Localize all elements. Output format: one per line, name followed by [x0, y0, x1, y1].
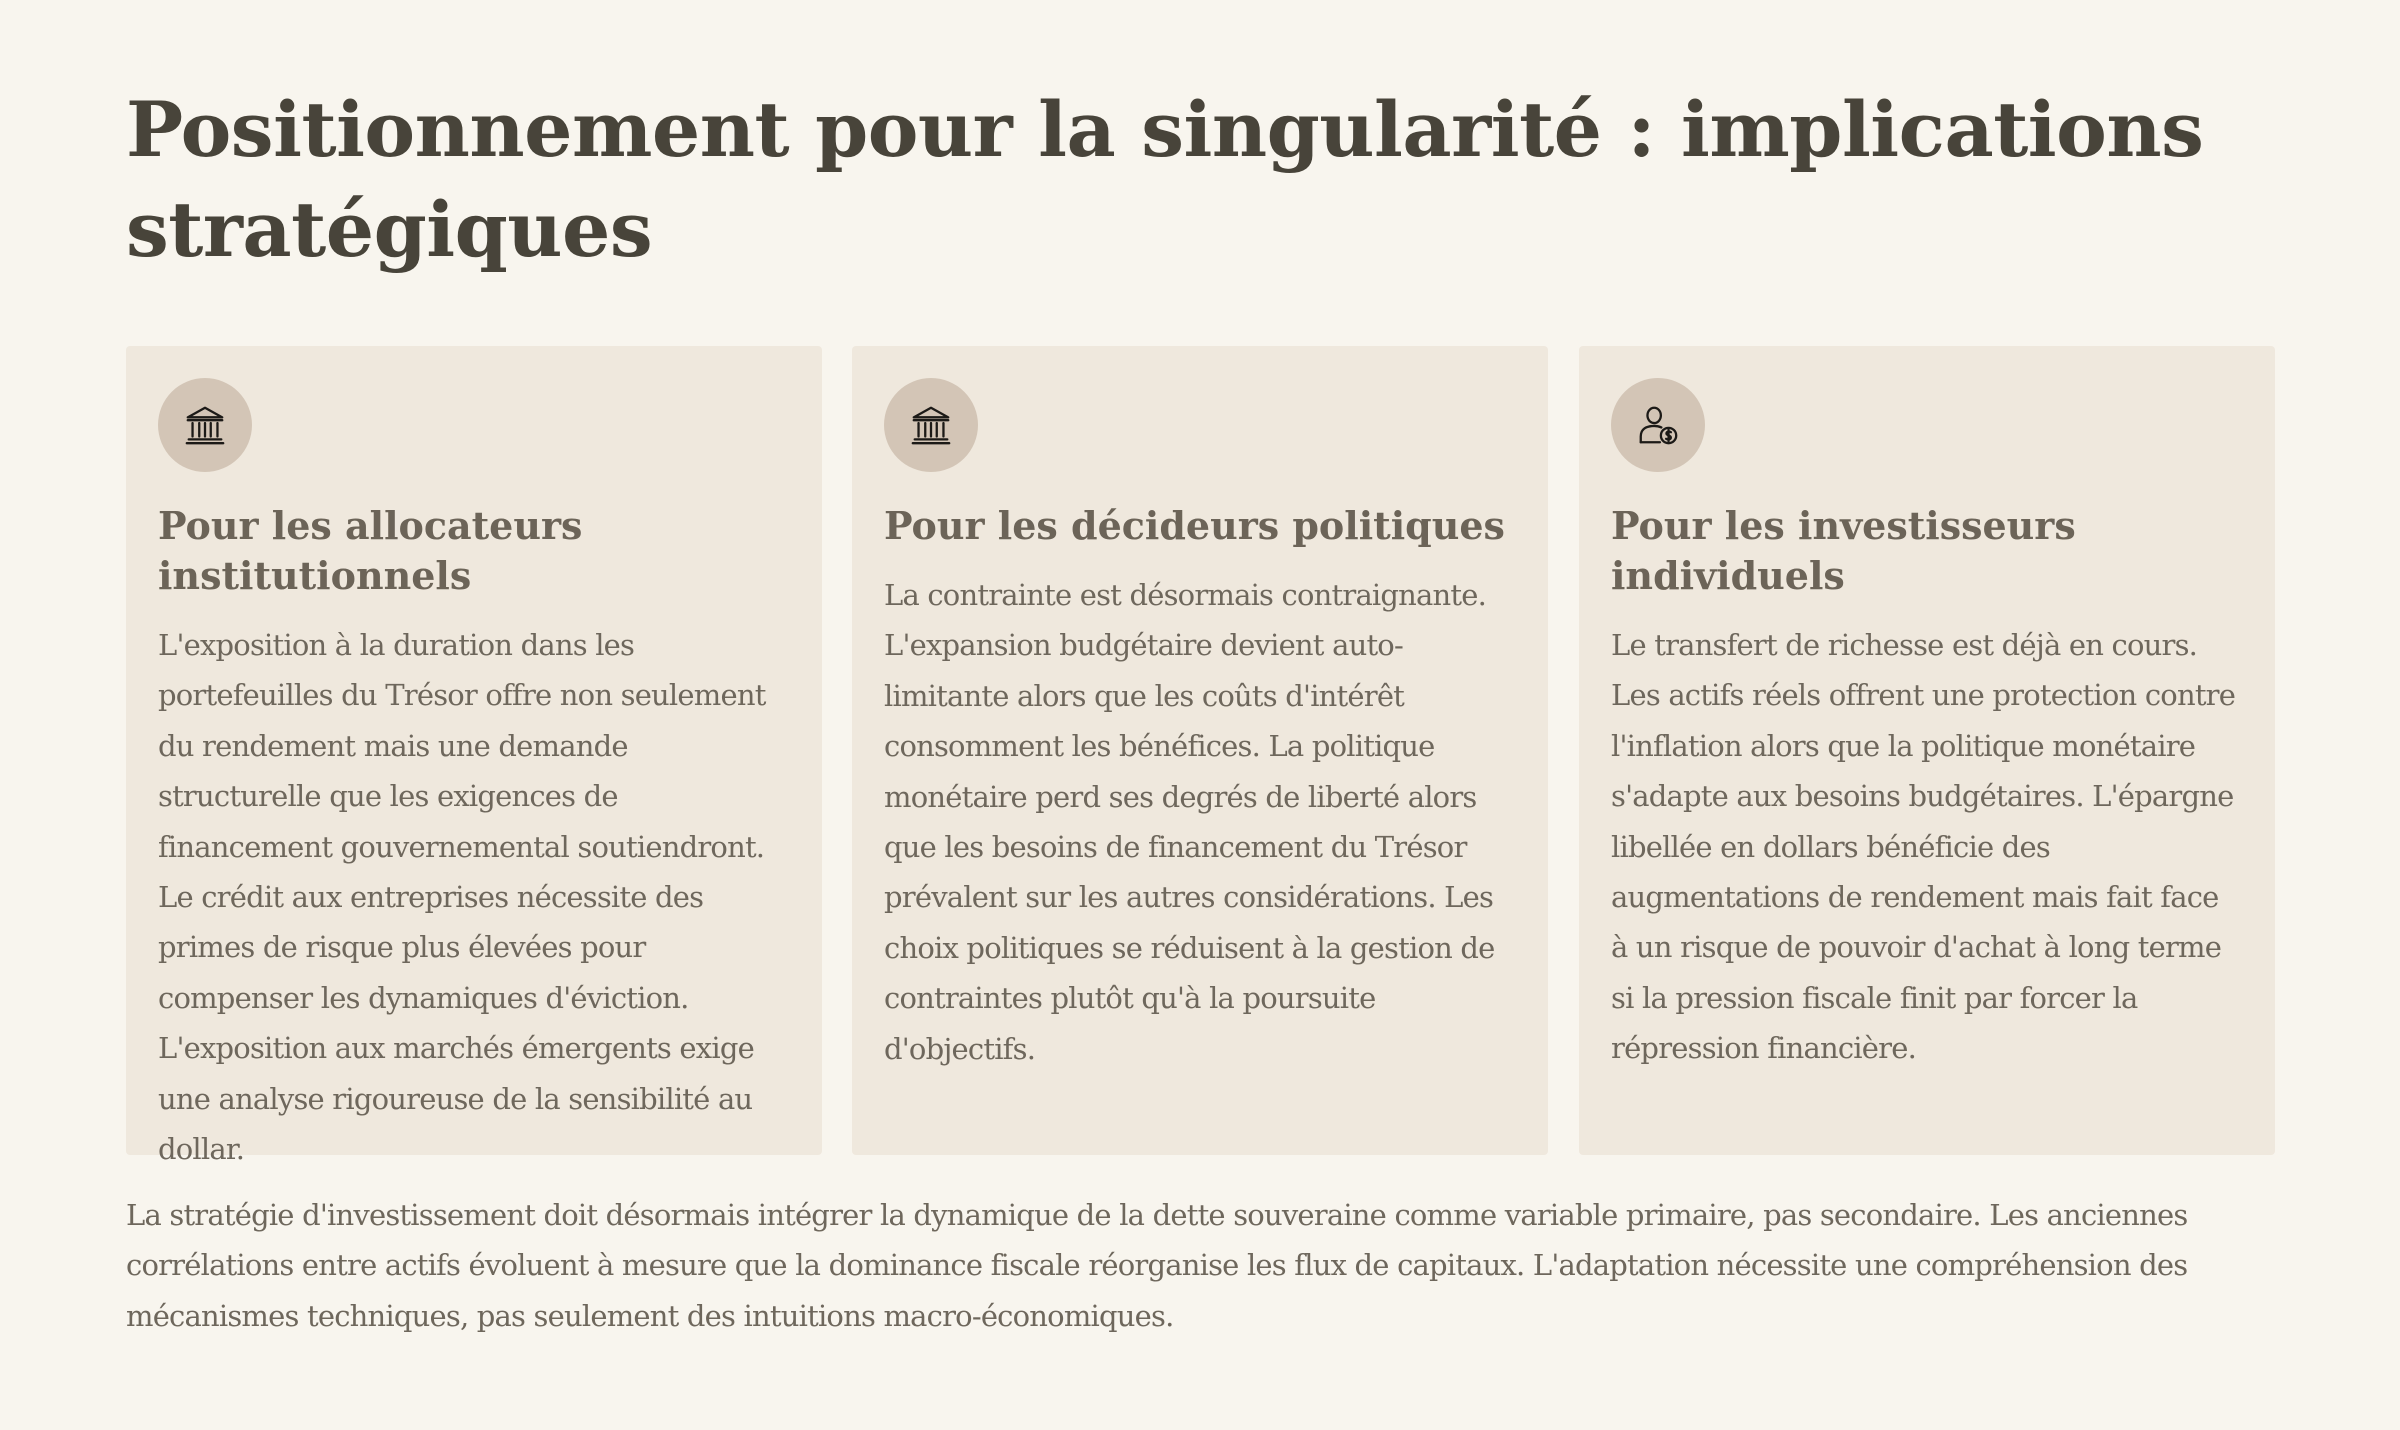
icon-badge [884, 378, 978, 472]
icon-badge [1611, 378, 1705, 472]
card-individual-investors [1579, 346, 2275, 1155]
conclusion-paragraph: La stratégie d'investissement doit désormais intégrer la dynamique de la dette souveraine comme variable primaire, pas secondaire. Les anciennes corrélations entre actifs évoluent à mesure que la dominance fiscale réorganise les flux de capitaux. L'adaptation nécessite une compréhension des mécanismes techniques, pas seulement des intuitions macro-économiques. [126, 1198, 2188, 1333]
card-policymakers [852, 346, 1548, 1155]
card-text: La contrainte est désormais contraignante. L'expansion budgétaire devient auto-limitante alors que les coûts d'intérêt consomment les bénéfices. La politique monétaire perd ses degrés de liberté alors que les besoins de financement du Trésor prévalent sur les autres considérations. Les choix politiques se réduisent à la gestion de contraintes plutôt qu'à la poursuite d'objectifs. [884, 578, 1495, 1066]
card-title: Pour les allocateurs institutionnels [158, 503, 583, 598]
bank-icon [182, 402, 228, 448]
page-title: Positionnement pour la singularité : implications stratégiques [126, 85, 2204, 274]
icon-badge [158, 378, 252, 472]
card-text: L'exposition à la duration dans les portefeuilles du Trésor offre non seulement du rendement mais une demande structurelle que les exigences de financement gouvernemental soutiendront. Le crédit aux entreprises nécessite des primes de risque plus élevées pour compenser les dynamiques d'éviction. L'exposition aux marchés émergents exige une analyse rigoureuse de la sensibilité au dollar. [158, 628, 766, 1167]
investor-dollar-icon [1635, 402, 1681, 448]
card-title: Pour les décideurs politiques [884, 503, 1505, 548]
card-text: Le transfert de richesse est déjà en cours. Les actifs réels offrent une protection contre l'inflation alors que la politique monétaire s'adapte aux besoins budgétaires. L'épargne libellée en dollars bénéficie des augmentations de rendement mais fait face à un risque de pouvoir d'achat à long terme si la pression fiscale finit par forcer la répression financière. [1611, 628, 2236, 1066]
card-institutional-allocators [126, 346, 822, 1167]
cards-row [126, 346, 2275, 1167]
card-title: Pour les investisseurs individuels [1611, 503, 2076, 598]
bank-icon [908, 402, 954, 448]
